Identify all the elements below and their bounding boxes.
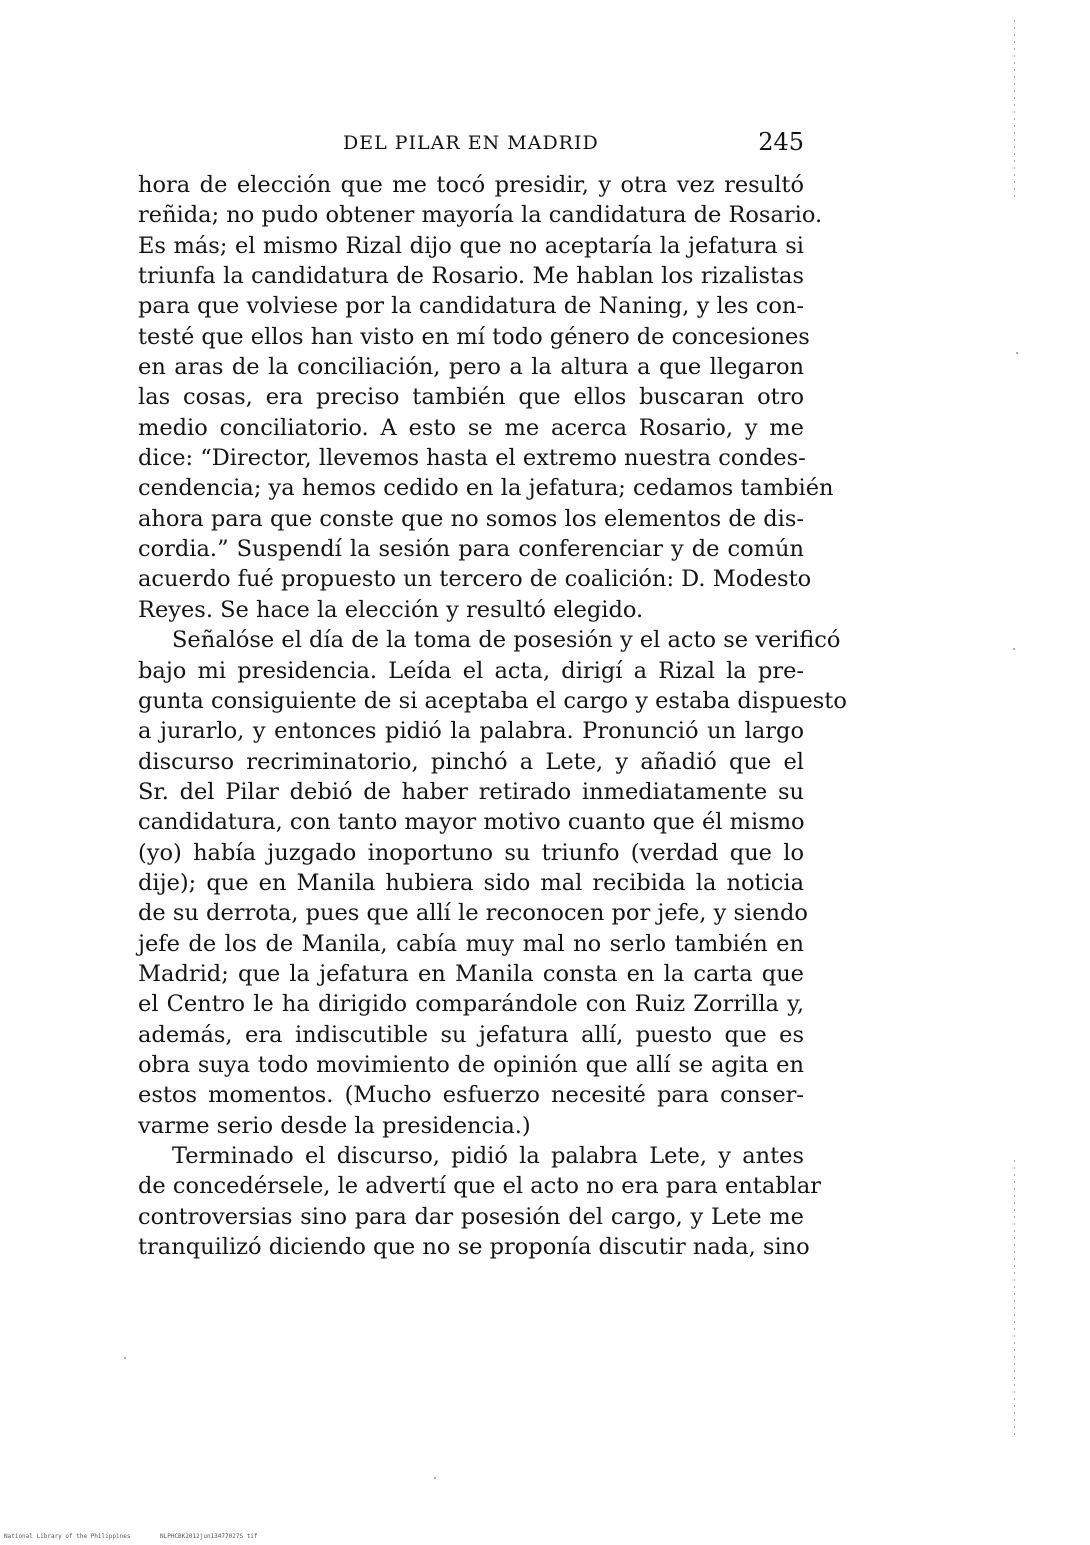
scan-edge-mark bbox=[1014, 20, 1015, 200]
text-line: obra suya todo movimiento de opinión que allí se agita en bbox=[138, 1051, 804, 1078]
scan-speck bbox=[1016, 352, 1018, 354]
text-line: varme serio desde la presidencia.) bbox=[138, 1112, 531, 1139]
text-line: discurso recriminatorio, pinchó a Lete, y añadió que el bbox=[138, 748, 804, 775]
text-line: candidatura, con tanto mayor motivo cuanto que él mismo bbox=[138, 809, 805, 836]
scan-id: NLPHCBK2012jun13477027S tif bbox=[160, 1533, 258, 1540]
text-line: tranquilizó diciendo que no se proponía discutir nada, sino bbox=[138, 1234, 810, 1261]
text-line: para que volviese por la candidatura de Naning, y les con- bbox=[138, 293, 804, 320]
text-line: testé que ellos han visto en mí todo género de concesiones bbox=[138, 323, 810, 350]
body-text bbox=[138, 170, 847, 1262]
scan-speck bbox=[434, 1477, 436, 1479]
library-stamp: National Library of the Philippines bbox=[4, 1533, 131, 1540]
scan-speck bbox=[124, 1357, 126, 1359]
text-line: en aras de la conciliación, pero a la altura a que llegaron bbox=[138, 354, 804, 381]
scan-edge-mark bbox=[1014, 1160, 1015, 1440]
text-line: de su derrota, pues que allí le reconocen por jefe, y siendo bbox=[138, 900, 808, 927]
text-line: (yo) había juzgado inoportuno su triunfo (verdad que lo bbox=[138, 839, 804, 866]
text-line: Reyes. Se hace la elección y resultó elegido. bbox=[138, 596, 644, 623]
text-line: controversias sino para dar posesión del cargo, y Lete me bbox=[138, 1203, 804, 1230]
text-line: el Centro le ha dirigido comparándole con Ruiz Zorrilla y, bbox=[138, 991, 804, 1018]
text-line: a jurarlo, y entonces pidió la palabra. Pronunció un largo bbox=[138, 718, 804, 745]
text-line: Es más; el mismo Rizal dijo que no aceptaría la jefatura si bbox=[138, 232, 804, 259]
scan-speck bbox=[1013, 648, 1015, 650]
text-line: medio conciliatorio. A esto se me acerca Rosario, y me bbox=[138, 414, 804, 441]
text-line: ahora para que conste que no somos los elementos de dis- bbox=[138, 505, 804, 532]
text-line: estos momentos. (Mucho esfuerzo necesité para conser- bbox=[138, 1082, 804, 1109]
running-title: DEL PILAR EN MADRID bbox=[343, 132, 599, 154]
text-line: acuerdo fué propuesto un tercero de coalición: D. Modesto bbox=[138, 566, 812, 593]
text-line: jefe de los de Manila, cabía muy mal no serlo también en bbox=[138, 930, 804, 957]
text-line: las cosas, era preciso también que ellos buscaran otro bbox=[138, 384, 804, 411]
text-line: cendencia; ya hemos cedido en la jefatura; cedamos también bbox=[138, 475, 834, 502]
page-number: 245 bbox=[758, 128, 804, 156]
text-line: Sr. del Pilar debió de haber retirado inmediatamente su bbox=[138, 778, 804, 805]
text-line: cordia.” Suspendí la sesión para conferenciar y de común bbox=[138, 536, 804, 563]
text-line: gunta consiguiente de si aceptaba el cargo y estaba dispuesto bbox=[138, 687, 847, 714]
text-line: bajo mi presidencia. Leída el acta, dirigí a Rizal la pre- bbox=[138, 657, 804, 684]
text-line: triunfa la candidatura de Rosario. Me hablan los rizalistas bbox=[138, 263, 804, 290]
text-line: hora de elección que me tocó presidir, y otra vez resultó bbox=[138, 172, 804, 198]
paragraph-start: Terminado el discurso, pidió la palabra Lete, y antes bbox=[172, 1143, 804, 1169]
text-line: Madrid; que la jefatura en Manila consta en la carta que bbox=[138, 960, 804, 987]
text-line: reñida; no pudo obtener mayoría la candidatura de Rosario. bbox=[138, 202, 823, 229]
text-line: dije); que en Manila hubiera sido mal recibida la noticia bbox=[138, 869, 804, 896]
running-head bbox=[138, 130, 806, 160]
text-line: dice: “Director, llevemos hasta el extremo nuestra condes- bbox=[138, 445, 806, 472]
paragraph-start: Señalóse el día de la toma de posesión y el acto se verificó bbox=[172, 627, 841, 654]
text-line: de concedérsele, le advertí que el acto no era para entablar bbox=[138, 1173, 822, 1200]
text-line: además, era indiscutible su jefatura allí, puesto que es bbox=[138, 1021, 804, 1048]
